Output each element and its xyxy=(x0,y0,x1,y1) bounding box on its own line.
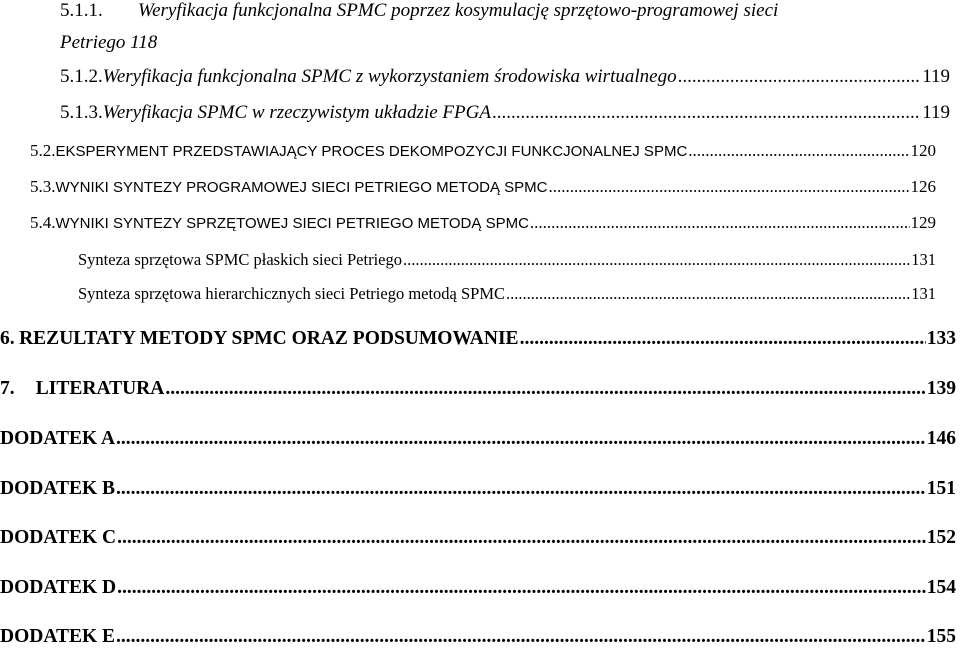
dot-leader xyxy=(688,141,909,161)
dot-leader xyxy=(520,328,926,350)
toc-entry-page: 154 xyxy=(926,577,956,598)
toc-entry-page: 120 xyxy=(910,141,936,160)
toc-entry[interactable] xyxy=(0,626,956,648)
toc-entry-title: WYNIKI SYNTEZY PROGRAMOWEJ SIECI PETRIEGO METODĄ SPMC xyxy=(55,179,548,196)
toc-entry-title: Weryfikacja funkcjonalna SPMC z wykorzystaniem środowiska wirtualnego xyxy=(102,66,677,87)
toc-entry-page: 152 xyxy=(926,527,956,548)
toc-entry[interactable] xyxy=(60,102,950,124)
toc-entry[interactable] xyxy=(78,284,936,304)
toc-entry[interactable] xyxy=(0,478,956,500)
toc-entry[interactable] xyxy=(0,328,956,350)
toc-entry-number: 6. xyxy=(0,328,15,349)
toc-entry-title: DODATEK C xyxy=(0,527,117,548)
dot-leader xyxy=(492,102,921,124)
toc-entry-continuation[interactable] xyxy=(60,32,940,54)
toc-entry-page: 119 xyxy=(922,66,950,87)
toc-entry-title: DODATEK D xyxy=(0,577,117,598)
dot-leader xyxy=(116,478,926,500)
toc-entry-number: 5.3. xyxy=(30,177,56,196)
toc-entry-title: LITERATURA xyxy=(35,378,165,399)
dot-leader xyxy=(530,213,910,233)
toc-entry-number: 7. xyxy=(0,378,15,399)
toc-entry[interactable] xyxy=(0,577,956,599)
toc-entry-number: 5.4. xyxy=(30,213,56,232)
dot-leader xyxy=(549,177,910,197)
dot-leader xyxy=(116,626,926,648)
toc-entry[interactable] xyxy=(60,0,940,22)
toc-entry-title: EKSPERYMENT PRZEDSTAWIAJĄCY PROCES DEKOMPOZYCJI FUNKCJONALNEJ SPMC xyxy=(55,143,688,160)
toc-entry-title: REZULTATY METODY SPMC ORAZ PODSUMOWANIE xyxy=(19,328,519,349)
toc-entry[interactable] xyxy=(0,527,956,549)
toc-entry-title: Petriego 118 xyxy=(60,32,158,53)
toc-entry[interactable] xyxy=(78,250,936,270)
toc-entry[interactable] xyxy=(60,66,950,88)
toc-entry[interactable] xyxy=(30,177,936,197)
toc-entry-page: 146 xyxy=(926,428,956,449)
toc-entry-title: Synteza sprzętowa SPMC płaskich sieci Petriego xyxy=(78,250,402,269)
toc-entry-page: 131 xyxy=(911,250,936,269)
toc-entry-title: DODATEK B xyxy=(0,478,116,499)
toc-entry-number: 5.2. xyxy=(30,141,56,160)
toc-entry-title: Weryfikacja funkcjonalna SPMC poprzez kosymulację sprzętowo-programowej sieci xyxy=(138,0,779,21)
toc-entry-number: 5.1.1. xyxy=(60,0,103,21)
toc-entry[interactable] xyxy=(30,141,936,161)
dot-leader xyxy=(506,284,910,304)
toc-entry[interactable] xyxy=(0,428,956,450)
toc-entry-title: WYNIKI SYNTEZY SPRZĘTOWEJ SIECI PETRIEGO METODĄ SPMC xyxy=(55,215,529,232)
toc-entry-title: DODATEK E xyxy=(0,626,116,647)
toc-entry-number: 5.1.2. xyxy=(60,66,103,87)
toc-entry[interactable] xyxy=(30,213,936,233)
dot-leader xyxy=(678,66,922,88)
toc-entry-title: Weryfikacja SPMC w rzeczywistym układzie FPGA xyxy=(102,102,491,123)
toc-entry-page: 151 xyxy=(926,478,956,499)
toc-entry-title: DODATEK A xyxy=(0,428,116,449)
toc-entry-page: 155 xyxy=(926,626,956,647)
toc-entry-number: 5.1.3. xyxy=(60,102,103,123)
toc-entry-title: Synteza sprzętowa hierarchicznych sieci Petriego metodą SPMC xyxy=(78,284,506,303)
toc-entry-page: 126 xyxy=(910,177,936,196)
toc-entry[interactable] xyxy=(0,378,956,400)
dot-leader xyxy=(116,428,926,450)
dot-leader xyxy=(117,527,926,549)
dot-leader xyxy=(117,577,926,599)
toc-entry-page: 129 xyxy=(910,213,936,232)
dot-leader xyxy=(403,250,910,270)
toc-entry-page: 119 xyxy=(922,102,950,123)
dot-leader xyxy=(165,378,925,400)
toc-entry-page: 139 xyxy=(926,378,956,399)
toc-entry-page: 133 xyxy=(926,328,956,349)
toc-entry-page: 131 xyxy=(911,284,936,303)
